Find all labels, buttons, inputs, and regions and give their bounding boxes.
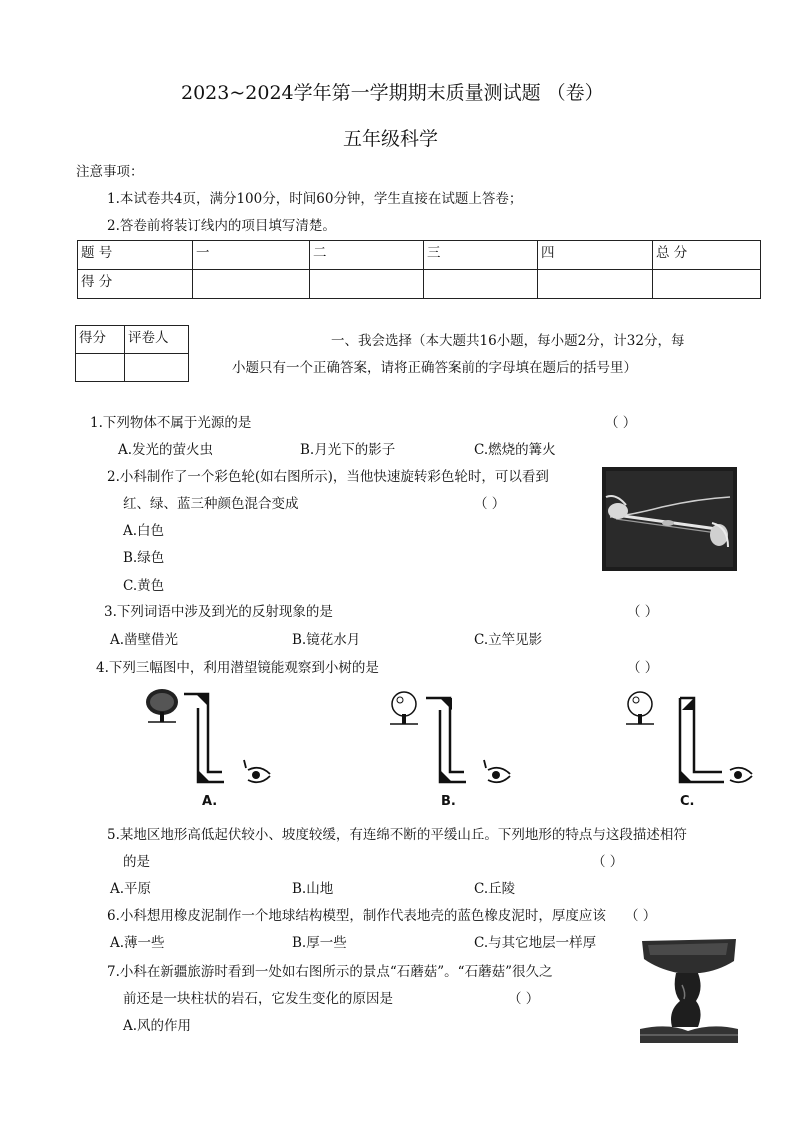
q5-option-c: C.丘陵	[474, 881, 516, 897]
notice-heading: 注意事项：	[76, 164, 144, 180]
score-cell-1[interactable]	[193, 270, 310, 299]
q2-stem-line2: 红、绿、蓝三种颜色混合变成	[123, 496, 299, 512]
stone-mushroom-photo	[638, 935, 740, 1045]
score-table-header-label: 题 号	[78, 241, 193, 270]
section-1-instructions: 小题只有一个正确答案，请将正确答案前的字母填在题后的括号里）	[232, 360, 637, 376]
exam-title: 2023~2024学年第一学期期末质量测试题 （卷）	[181, 82, 604, 104]
q7-option-a: A.风的作用	[123, 1018, 192, 1034]
q2-option-a: A.白色	[123, 523, 165, 539]
q5-stem-line2: 的是	[123, 854, 150, 870]
q3-stem: 3.下列词语中涉及到光的反射现象的是	[104, 604, 333, 620]
score-cell-4[interactable]	[538, 270, 653, 299]
periscope-figure-b	[380, 682, 520, 810]
notice-item-2: 2.答卷前将装订线内的项目填写清楚。	[107, 218, 336, 234]
q6-answer-bracket[interactable]: （ ）	[625, 908, 657, 924]
q7-stem-line2: 前还是一块柱状的岩石，它发生变化的原因是	[123, 991, 393, 1007]
q5-stem-line1: 5.某地区地形高低起伏较小、坡度较缓，有连绵不断的平缓山丘。下列地形的特点与这段描述相符	[107, 827, 687, 843]
q7-answer-bracket[interactable]: （ ）	[508, 991, 540, 1007]
q1-option-b: B.月光下的影子	[300, 442, 396, 458]
score-table	[77, 240, 761, 299]
grader-score-label: 得分	[76, 326, 125, 354]
q4-answer-bracket[interactable]: （ ）	[627, 660, 659, 676]
section-1-heading: 一、我会选择（本大题共16小题，每小题2分，计32分，每	[331, 333, 685, 349]
q7-stem-line1: 7.小科在新疆旅游时看到一处如右图所示的景点“石蘑菇”。“石蘑菇”很久之	[107, 964, 553, 980]
q4-figure-b-label: B.	[441, 794, 456, 809]
q6-option-b: B.厚一些	[292, 935, 347, 951]
q5-answer-bracket[interactable]: （ ）	[592, 854, 624, 870]
periscope-figure-a	[140, 682, 280, 810]
q1-option-a: A.发光的萤火虫	[118, 442, 214, 458]
q6-stem: 6.小科想用橡皮泥制作一个地球结构模型，制作代表地壳的蓝色橡皮泥时，厚度应该	[107, 908, 606, 924]
q5-option-b: B.山地	[292, 881, 334, 897]
score-cell-3[interactable]	[424, 270, 538, 299]
q6-option-a: A.薄一些	[110, 935, 165, 951]
q1-stem: 1.下列物体不属于光源的是	[90, 415, 252, 431]
score-table-header-4: 四	[538, 241, 653, 270]
q5-option-a: A.平原	[110, 881, 152, 897]
q1-answer-bracket[interactable]: （ ）	[605, 415, 637, 431]
notice-item-1: 1.本试卷共4页，满分100分，时间60分钟，学生直接在试题上答卷；	[107, 191, 523, 207]
score-table-header-total: 总 分	[653, 241, 761, 270]
grader-box	[75, 325, 189, 382]
grader-score-cell[interactable]	[76, 354, 125, 382]
score-table-header-3: 三	[424, 241, 538, 270]
q1-option-c: C.燃烧的篝火	[474, 442, 556, 458]
score-table-row-label: 得 分	[78, 270, 193, 299]
q3-option-a: A.凿壁借光	[110, 632, 179, 648]
score-table-header-2: 二	[310, 241, 424, 270]
q4-figure-c-label: C.	[680, 794, 695, 809]
color-wheel-photo	[602, 467, 737, 571]
q4-figure-a-label: A.	[202, 794, 218, 809]
q4-stem: 4.下列三幅图中，利用潜望镜能观察到小树的是	[96, 660, 379, 676]
q3-option-c: C.立竿见影	[474, 632, 543, 648]
score-cell-2[interactable]	[310, 270, 424, 299]
periscope-figure-c	[618, 682, 758, 810]
score-table-header-1: 一	[193, 241, 310, 270]
grader-name-cell[interactable]	[125, 354, 189, 382]
q2-option-b: B.绿色	[123, 550, 165, 566]
q2-option-c: C.黄色	[123, 578, 165, 594]
score-cell-total[interactable]	[653, 270, 761, 299]
q2-stem-line1: 2.小科制作了一个彩色轮(如右图所示)，当他快速旋转彩色轮时，可以看到	[107, 469, 549, 485]
grader-name-label: 评卷人	[125, 326, 189, 354]
q3-answer-bracket[interactable]: （ ）	[627, 604, 659, 620]
q3-option-b: B.镜花水月	[292, 632, 361, 648]
exam-subtitle: 五年级科学	[343, 128, 439, 150]
q6-option-c: C.与其它地层一样厚	[474, 935, 597, 951]
q2-answer-bracket[interactable]: （ ）	[474, 496, 506, 512]
